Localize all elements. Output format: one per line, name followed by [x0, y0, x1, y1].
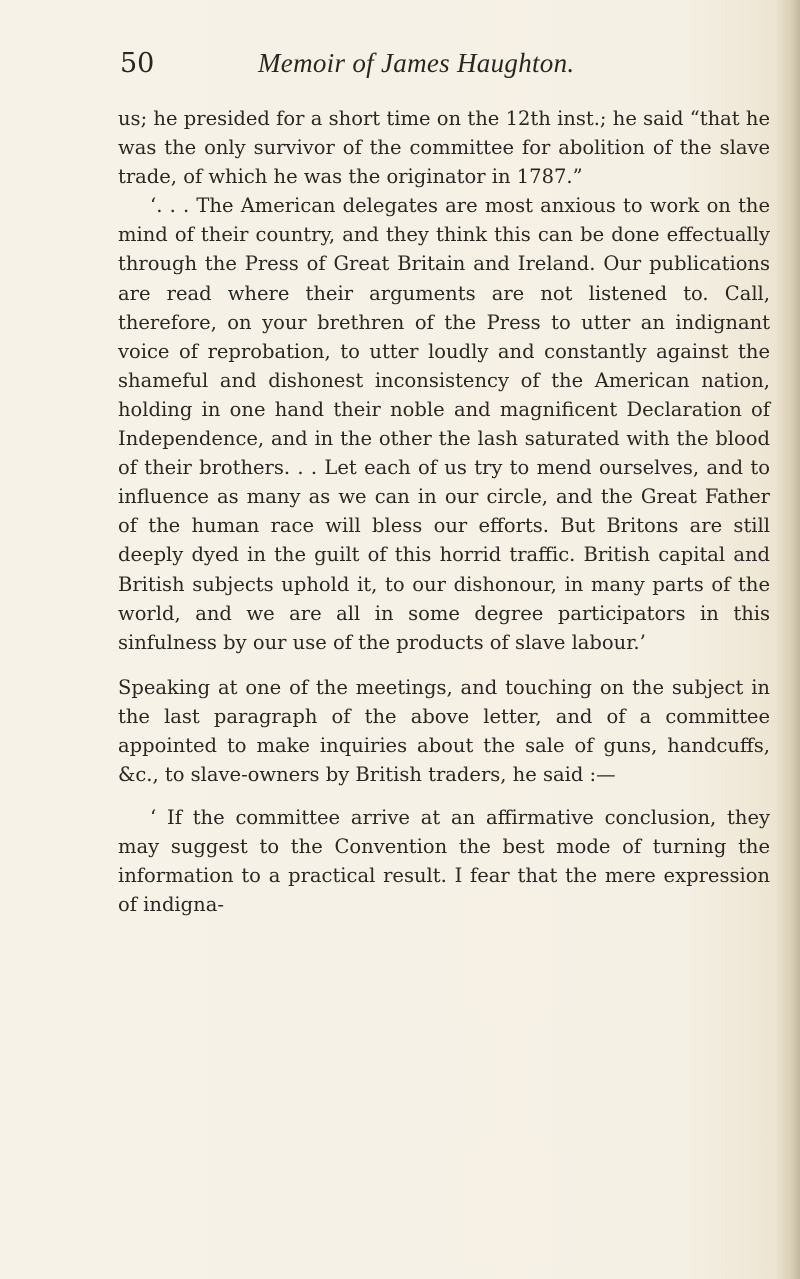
page-number: 50	[120, 48, 155, 79]
running-title: Memoir of James Haughton.	[258, 48, 575, 78]
paragraph-1: us; he presided for a short time on the 12th inst.; he said “that he was the only survivor of the committee for abolition of the slave trade, of which he was the originator in 1787.”	[118, 107, 770, 189]
body-text	[118, 104, 770, 920]
paragraph-4-speech-quote: ‘ If the committee arrive at an affirmative conclusion, they may suggest to the Convention the best mode of turning the information to a practical result. I fear that the mere expression of indigna-	[118, 806, 770, 917]
page-edge-shadow	[776, 0, 800, 1279]
page-header	[120, 48, 780, 88]
paragraph-3: Speaking at one of the meetings, and touching on the subject in the last paragraph of the above letter, and of a committee appointed to make inquiries about the sale of guns, handcuffs, &c., to slave-owners by British traders, he said :—	[118, 675, 770, 787]
paragraph-2-letter-quote: ‘. . . The American delegates are most anxious to work on the mind of their country, and they think this can be done effectually through the Press of Great Britain and Ireland. Our publications are read where their arguments are not listened to. Call, therefore, on your brethren of the Press to utter an indignant voice of reprobation, to utter loudly and constantly against the shameful and dishonest inconsistency of the American nation, holding in one hand their noble and magnificent Declaration of Independence, and in the other the lash saturated with the blood of their brothers. . . Let each of us try to mend ourselves, and to influence as many as we can in our circle, and the Great Father of the human race will bless our efforts. But Britons are still deeply dyed in the guilt of this horrid traffic. British capital and British subjects uphold it, to our dishonour, in many parts of the world, and we are all in some degree participators in this sinfulness by our use of the products of slave labour.’	[118, 194, 770, 654]
